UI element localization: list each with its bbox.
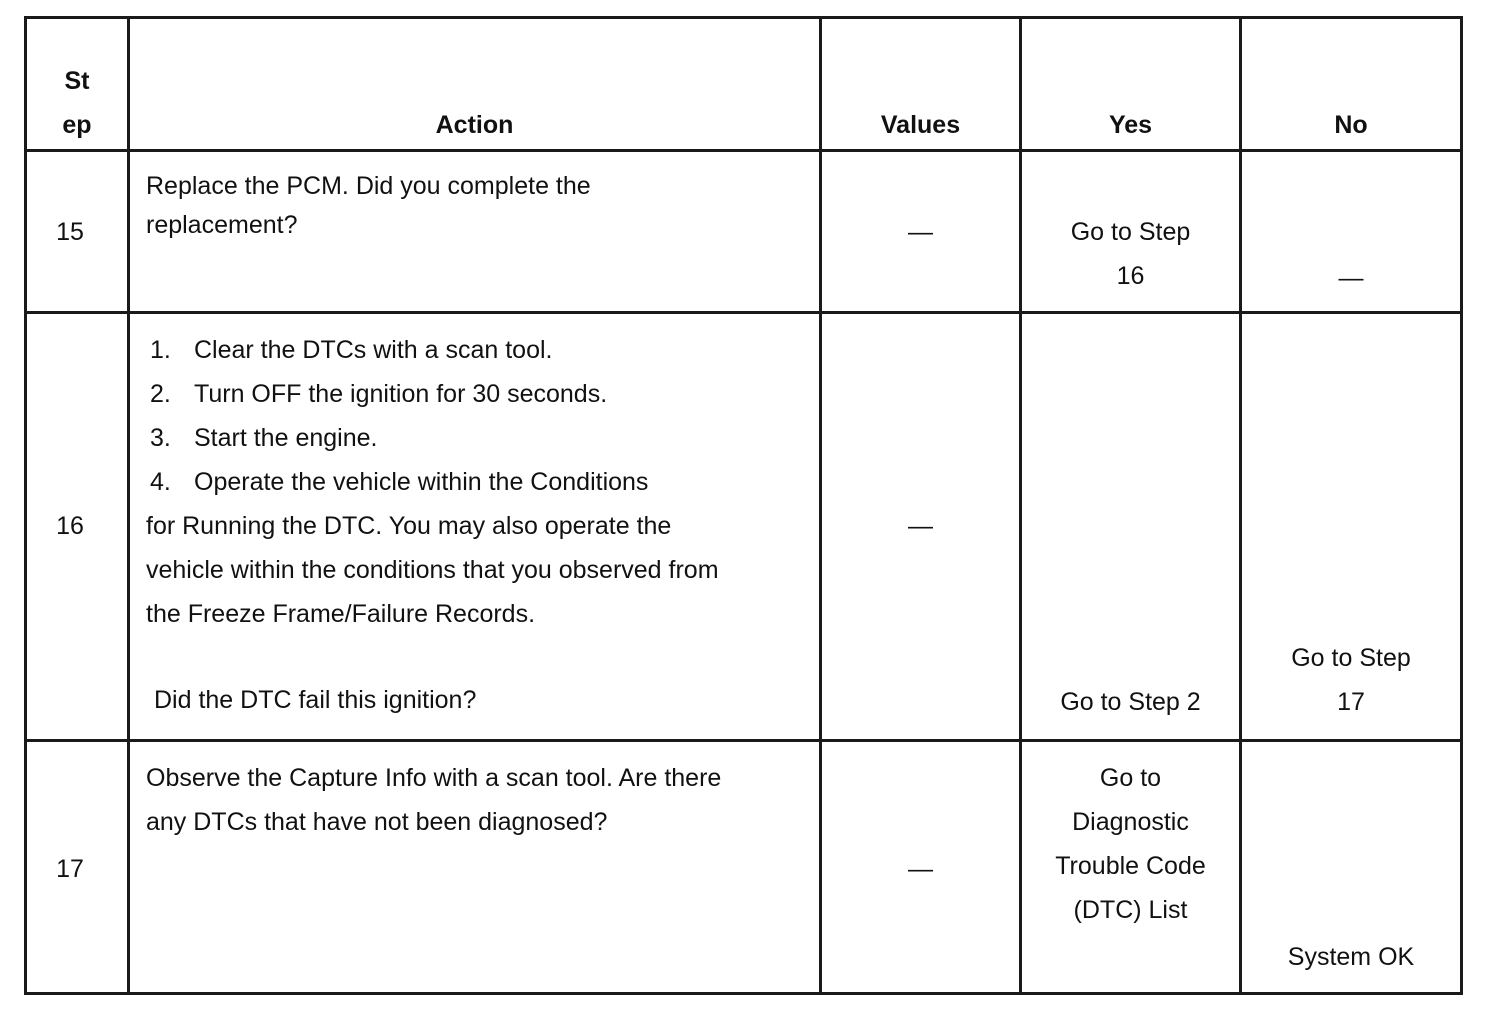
no-cell [1241, 313, 1462, 741]
values-cell [821, 313, 1021, 741]
table-row [26, 741, 1462, 994]
step-cell [26, 151, 129, 313]
values-cell [821, 741, 1021, 994]
action-cell [129, 313, 821, 741]
no-result: System OK [1287, 943, 1415, 971]
yes-cell [1021, 313, 1241, 741]
action-cell [129, 151, 821, 313]
header-values: Values [821, 18, 1021, 151]
table-row [26, 151, 1462, 313]
step-cell [26, 313, 129, 741]
step-number: 17 [56, 855, 84, 883]
yes-link[interactable]: Go to Diagnostic Trouble Code (DTC) List [1055, 764, 1206, 924]
action-question: Did the DTC fail this ignition? [154, 686, 477, 714]
header-row [26, 18, 1462, 151]
yes-cell [1021, 741, 1241, 994]
action-text: Replace the PCM. Did you complete the replacement? [146, 172, 591, 239]
values-dash: — [908, 512, 933, 540]
yes-cell [1021, 151, 1241, 313]
table-row [26, 313, 1462, 741]
action-continuation: for Running the DTC. You may also operate the vehicle within the conditions that you observed from the Freeze Frame/Failure Records. [146, 512, 719, 628]
no-cell [1241, 151, 1462, 313]
list-item: 1. Clear the DTCs with a scan tool. [150, 336, 553, 364]
step-cell [26, 741, 129, 994]
no-link[interactable]: Go to Step 17 [1291, 644, 1411, 716]
no-cell [1241, 741, 1462, 994]
action-text: Observe the Capture Info with a scan tool. Are there any DTCs that have not been diagnosed? [146, 764, 722, 836]
header-step: St ep [26, 18, 129, 151]
values-dash: — [908, 218, 933, 246]
yes-link[interactable]: Go to Step 2 [1060, 688, 1201, 716]
step-number: 16 [56, 512, 84, 540]
values-cell [821, 151, 1021, 313]
header-action: Action [129, 18, 821, 151]
values-dash: — [908, 855, 933, 883]
procedure-list [146, 328, 809, 504]
action-cell [129, 741, 821, 994]
diagnostic-table [24, 16, 1463, 995]
list-item: 2. Turn OFF the ignition for 30 seconds. [150, 380, 608, 408]
no-dash: — [1338, 264, 1364, 292]
header-yes: Yes [1021, 18, 1241, 151]
step-number: 15 [56, 218, 84, 246]
list-item: 3. Start the engine. [150, 424, 378, 452]
header-no: No [1241, 18, 1462, 151]
yes-link[interactable]: Go to Step 16 [1070, 218, 1191, 290]
list-item: 4. Operate the vehicle within the Conditions [150, 468, 649, 496]
